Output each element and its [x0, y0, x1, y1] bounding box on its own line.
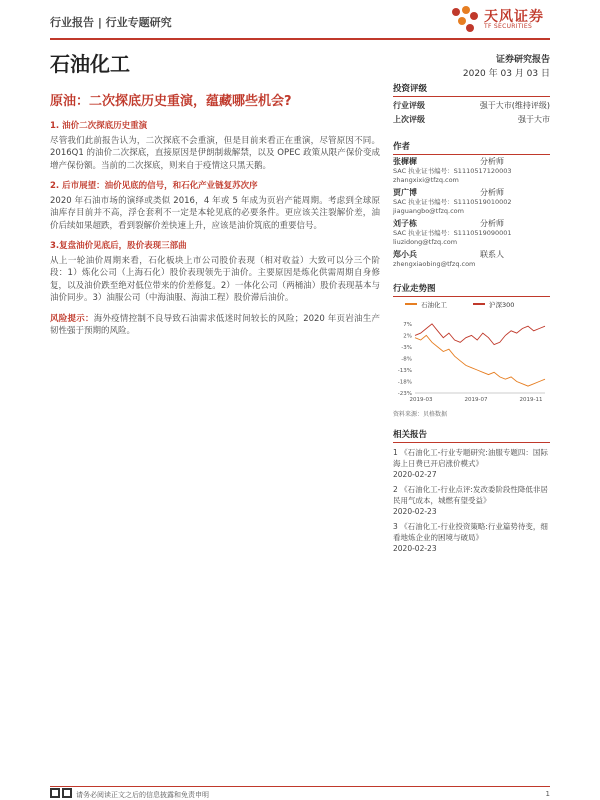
author-entry	[393, 217, 550, 248]
author-email[interactable]: zhangxixi@tfzq.com	[393, 176, 459, 184]
x-tick-label: 2019-03	[409, 397, 433, 403]
legend-swatch	[473, 303, 485, 305]
author-name: 郑小兵	[393, 250, 417, 259]
legend-label: 石油化工	[421, 301, 447, 309]
page-number: 1	[545, 790, 550, 798]
trend-heading: 行业走势图	[393, 280, 550, 297]
prev-rating-value: 强于大市	[518, 115, 550, 124]
author-role: 分析师	[480, 157, 504, 166]
author-role: 分析师	[480, 219, 504, 228]
y-tick-label: -3%	[401, 344, 412, 351]
qr-code-icon	[50, 788, 72, 798]
risk-label: 风险提示：	[50, 313, 94, 324]
sidebar	[393, 80, 550, 554]
y-tick-label: -18%	[397, 379, 412, 386]
x-tick-label: 2019-07	[464, 397, 488, 403]
brand-name: 天风证券	[484, 9, 544, 25]
related-report-link[interactable]: 1 《石油化工-行业专题研究:油服专题四：国际海上日费已开启涨价模式》	[393, 448, 548, 468]
x-tick-label: 2019-11	[519, 397, 543, 403]
related-report-link[interactable]: 3 《石油化工-行业投资策略:行业篇势待变，细看地炼企业的困境与破局》	[393, 522, 548, 542]
rating-label: 行业评级	[393, 101, 425, 110]
series-line	[415, 335, 545, 386]
author-sac: SAC 执业证书编号：S1110519090001	[393, 229, 512, 237]
related-report-link[interactable]: 2 《石油化工-行业点评:发改委阶段性降低非居民用气成本，城燃有望受益》	[393, 485, 548, 505]
series-line	[415, 324, 545, 345]
rating-heading: 投资评级	[393, 80, 550, 97]
author-entry	[393, 186, 550, 217]
author-role: 分析师	[480, 188, 504, 197]
section-heading: 1. 油价二次探底历史重演	[50, 121, 148, 131]
y-tick-label: 7%	[403, 321, 412, 328]
y-tick-label: 2%	[403, 333, 412, 340]
author-sac: SAC 执业证书编号：S1110519010002	[393, 198, 512, 206]
section-heading: 2. 后市展望：油价见底的信号，和石化产业链复苏次序	[50, 181, 258, 191]
rating-value: 强于大市(维持评级)	[479, 101, 550, 110]
author-entry	[393, 155, 550, 186]
risk-warning	[50, 313, 380, 338]
section-body: 从上一轮油价周期来看，石化板块上市公司股价表现（相对收益）大致可以分三个阶段：1）炼化公司（上海石化）股价表现领先于油价。主要原因是炼化供需周期自身修复，以及油价跌至绝对低位带来的价差修复。2）一体化公司（两桶油）股价表现基本与油价同步。3）油服公司（中海油服、海油工程）股价滞后油价。	[50, 255, 380, 303]
author-name: 刘子栋	[393, 219, 417, 228]
prev-rating-row	[393, 114, 550, 128]
prev-rating-label: 上次评级	[393, 115, 425, 124]
summary-column	[50, 120, 380, 338]
section-body: 尽管我们此前报告认为，二次探底不会重演，但是目前来看正在重演，尽管原因不同。2016Q1 的油价二次探底，直接原因是伊朗制裁解禁，以及 OPEC 政策从限产保价变成增产保份额。当前的二次探底，则来自于疫情这只黑天鹅。	[50, 135, 380, 171]
authors-heading: 作者	[393, 138, 550, 155]
related-report-date: 2020-02-23	[393, 507, 437, 516]
author-name: 张樨樨	[393, 157, 417, 166]
legend-label: 沪深300	[489, 301, 515, 309]
author-role: 联系人	[480, 250, 504, 259]
y-tick-label: -23%	[397, 391, 412, 397]
chart-source: 资料来源：贝格数据	[393, 411, 448, 418]
author-name: 贾广博	[393, 188, 417, 197]
report-type: 证券研究报告	[495, 55, 550, 65]
legend-swatch	[405, 303, 417, 305]
rating-row	[393, 97, 550, 114]
risk-body: 海外疫情控制不良导致石油需求低迷时间较长的风险；2020 年页岩油生产韧性强于预期的风险。	[50, 313, 380, 336]
related-report-date: 2020-02-27	[393, 470, 437, 479]
header-divider	[50, 38, 550, 40]
report-date: 2020 年 03 月 03 日	[462, 69, 550, 79]
y-tick-label: -8%	[401, 356, 412, 363]
y-tick-label: -13%	[397, 367, 412, 374]
author-email[interactable]: zhengxiaobing@tfzq.com	[393, 260, 476, 268]
related-heading: 相关报告	[393, 426, 550, 443]
author-entry	[393, 248, 550, 270]
related-report-date: 2020-02-23	[393, 544, 437, 553]
sector-title: 石油化工	[50, 52, 130, 76]
footer-divider	[50, 786, 550, 787]
footer-disclaimer[interactable]: 请务必阅读正文之后的信息披露和免责申明	[76, 791, 209, 799]
author-sac: SAC 执业证书编号：S1110517120003	[393, 167, 512, 175]
main-title: 原油：二次探底历史重演，蕴藏哪些机会?	[50, 94, 292, 109]
section-body: 2020 年石油市场的演绎或类似 2016，4 年或 5 年成为页岩产能周期。考虑到全球原油库存目前并不高，浮仓套利不一定是本轮见底的必要条件。更应该关注裂解价差，油价后续如果超跌，看到裂解价差快速上升，应该是油价筑底的重要信号。	[50, 195, 380, 231]
report-category: 行业报告 | 行业专题研究	[50, 16, 172, 29]
brand-sub: TF SECURITIES	[484, 23, 533, 30]
author-email[interactable]: jiaguangbo@tfzq.com	[393, 207, 464, 215]
author-email[interactable]: liuzidong@tfzq.com	[393, 238, 458, 246]
trend-chart	[393, 297, 550, 407]
trend-chart-svg	[393, 297, 550, 407]
section-heading: 3.复盘油价见底后，股价表现三部曲	[50, 241, 187, 251]
